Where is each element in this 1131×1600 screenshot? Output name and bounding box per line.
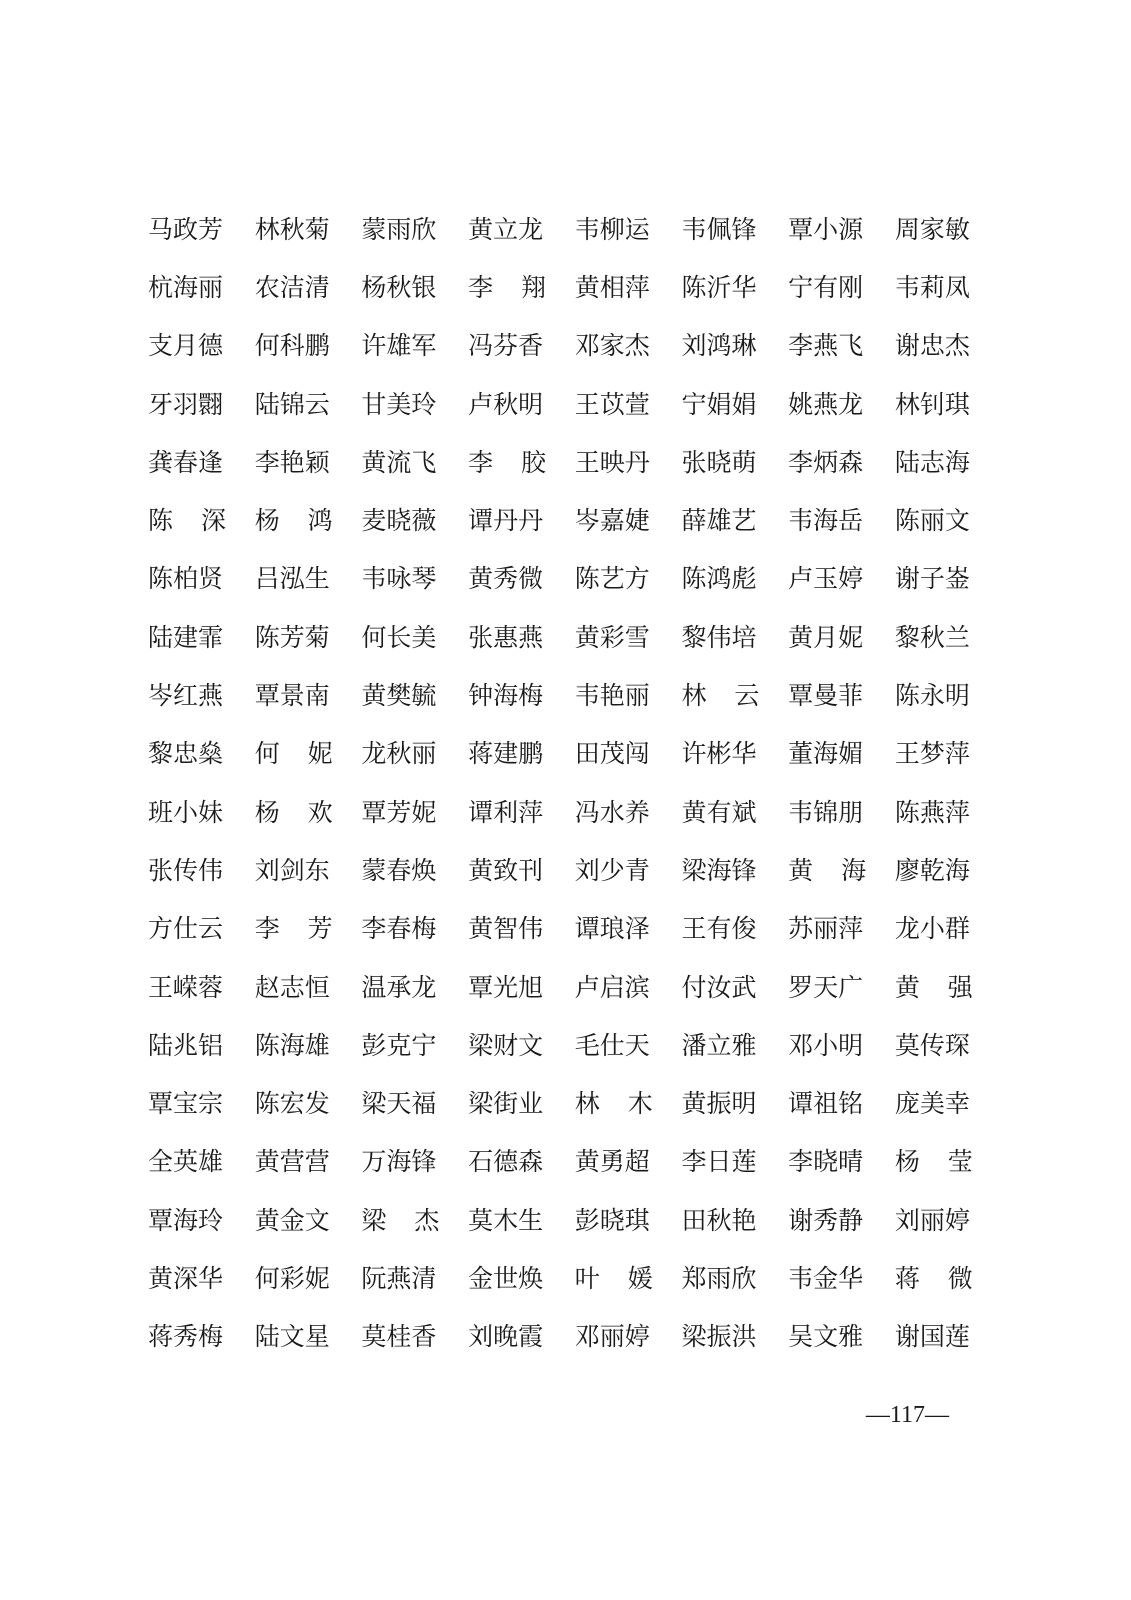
name-row — [148, 258, 984, 316]
name-entry: 蒋建鹏 — [468, 739, 544, 769]
name-entry: 冯水养 — [574, 797, 650, 827]
name-entry: 杨 鸿 — [254, 506, 333, 536]
name-entry: 杨 欢 — [254, 797, 333, 827]
name-entry: 农洁清 — [254, 272, 330, 302]
name-entry: 黄有斌 — [681, 797, 757, 827]
name-entry: 谭琅泽 — [574, 914, 650, 944]
name-entry: 杨秋银 — [361, 272, 437, 302]
name-entry: 梁海锋 — [681, 855, 757, 885]
name-entry: 吴文雅 — [788, 1322, 864, 1352]
name-entry: 覃芳妮 — [361, 797, 437, 827]
name-entry: 蒙雨欣 — [361, 214, 437, 244]
name-entry: 刘鸿琳 — [681, 331, 757, 361]
name-entry: 谢国莲 — [894, 1322, 970, 1352]
name-entry: 覃小源 — [788, 214, 864, 244]
name-entry: 岑嘉婕 — [574, 506, 650, 536]
name-entry: 麦晓薇 — [361, 506, 437, 536]
name-entry: 钟海梅 — [468, 681, 544, 711]
name-entry: 黄月妮 — [788, 622, 864, 652]
name-entry: 黄流飞 — [361, 447, 437, 477]
name-entry: 李 芳 — [254, 914, 333, 944]
name-entry: 潘立雅 — [681, 1030, 757, 1060]
name-entry: 田秋艳 — [681, 1205, 757, 1235]
name-entry: 陈 深 — [148, 506, 226, 536]
name-entry: 牙羽翾 — [148, 389, 224, 419]
name-entry: 陈丽文 — [894, 506, 970, 536]
name-entry: 何彩妮 — [254, 1263, 330, 1293]
name-entry: 付汝武 — [681, 972, 757, 1002]
name-entry: 刘少青 — [574, 855, 650, 885]
name-entry: 罗天广 — [788, 972, 864, 1002]
name-entry: 龙秋丽 — [361, 739, 437, 769]
name-entry: 韦金华 — [788, 1263, 864, 1293]
name-entry: 张晓萌 — [681, 447, 757, 477]
name-entry: 林钊琪 — [894, 389, 970, 419]
name-entry: 庞美幸 — [894, 1089, 970, 1119]
name-entry: 郑雨欣 — [681, 1263, 757, 1293]
page-number: —117— — [865, 1402, 949, 1428]
name-entry: 黄深华 — [148, 1263, 224, 1293]
name-row — [148, 725, 984, 783]
name-entry: 谭祖铭 — [788, 1089, 864, 1119]
name-entry: 卢玉婷 — [788, 564, 864, 594]
name-entry: 杨 莹 — [894, 1147, 973, 1177]
name-entry: 邓小明 — [788, 1030, 864, 1060]
name-entry: 石德森 — [468, 1147, 544, 1177]
name-entry: 莫木生 — [468, 1205, 544, 1235]
name-entry: 邓家杰 — [574, 331, 650, 361]
name-entry: 龙小群 — [894, 914, 970, 944]
name-row — [148, 375, 984, 433]
name-entry: 廖乾海 — [894, 855, 970, 885]
name-entry: 陆兆铝 — [148, 1030, 224, 1060]
name-entry: 卢秋明 — [468, 389, 544, 419]
name-entry: 姚燕龙 — [788, 389, 864, 419]
name-row — [148, 1133, 984, 1191]
name-row — [148, 1308, 984, 1366]
name-entry: 黄金文 — [254, 1205, 330, 1235]
name-entry: 甘美玲 — [361, 389, 437, 419]
name-entry: 张惠燕 — [468, 622, 544, 652]
name-entry: 李 翔 — [468, 272, 547, 302]
name-entry: 黄彩雪 — [574, 622, 650, 652]
name-entry: 冯芬香 — [468, 331, 544, 361]
name-entry: 陆文星 — [254, 1322, 330, 1352]
name-entry: 陈海雄 — [254, 1030, 330, 1060]
name-entry: 黄 强 — [894, 972, 973, 1002]
name-entry: 刘晚霞 — [468, 1322, 544, 1352]
name-entry: 王有俊 — [681, 914, 757, 944]
name-entry: 王苡萱 — [574, 389, 650, 419]
name-entry: 韦海岳 — [788, 506, 864, 536]
name-entry: 吕泓生 — [254, 564, 330, 594]
name-entry: 马政芳 — [148, 214, 224, 244]
name-entry: 万海锋 — [361, 1147, 437, 1177]
name-entry: 覃宝宗 — [148, 1089, 224, 1119]
name-entry: 全英雄 — [148, 1147, 224, 1177]
name-entry: 黄致刊 — [468, 855, 544, 885]
name-entry: 陈燕萍 — [894, 797, 970, 827]
name-entry: 陆建霏 — [148, 622, 224, 652]
name-entry: 彭克宁 — [361, 1030, 437, 1060]
name-entry: 谭丹丹 — [468, 506, 544, 536]
name-entry: 方仕云 — [148, 914, 224, 944]
name-entry: 黎伟培 — [681, 622, 757, 652]
name-entry: 梁街业 — [468, 1089, 544, 1119]
name-entry: 黄 海 — [788, 855, 867, 885]
name-entry: 李燕飞 — [788, 331, 864, 361]
name-entry: 黄立龙 — [468, 214, 544, 244]
name-row — [148, 783, 984, 841]
name-entry: 谢子崟 — [894, 564, 970, 594]
name-entry: 黄勇超 — [574, 1147, 650, 1177]
name-entry: 黄樊毓 — [361, 681, 437, 711]
name-entry: 蒋 微 — [894, 1263, 973, 1293]
name-entry: 周家敏 — [894, 214, 970, 244]
name-entry: 韦咏琴 — [361, 564, 437, 594]
name-entry: 许雄军 — [361, 331, 437, 361]
name-entry: 王梦萍 — [894, 739, 970, 769]
name-entry: 莫桂香 — [361, 1322, 437, 1352]
name-entry: 宁娟娟 — [681, 389, 757, 419]
name-row — [148, 841, 984, 899]
name-entry: 梁振洪 — [681, 1322, 757, 1352]
name-entry: 刘剑东 — [254, 855, 330, 885]
name-entry: 覃海玲 — [148, 1205, 224, 1235]
name-entry: 林秋菊 — [254, 214, 330, 244]
name-entry: 陈艺方 — [574, 564, 650, 594]
name-row — [148, 1074, 984, 1132]
name-row — [148, 200, 984, 258]
name-entry: 李春梅 — [361, 914, 437, 944]
name-entry: 何科鹏 — [254, 331, 330, 361]
name-entry: 阮燕清 — [361, 1263, 437, 1293]
name-row — [148, 1191, 984, 1249]
name-entry: 许彬华 — [681, 739, 757, 769]
name-entry: 李 胶 — [468, 447, 547, 477]
name-entry: 陆锦云 — [254, 389, 330, 419]
name-entry: 金世焕 — [468, 1263, 544, 1293]
name-list — [148, 200, 984, 1366]
name-entry: 覃曼菲 — [788, 681, 864, 711]
name-entry: 黄营营 — [254, 1147, 330, 1177]
name-entry: 韦佩锋 — [681, 214, 757, 244]
name-entry: 李艳颖 — [254, 447, 330, 477]
name-entry: 蒋秀梅 — [148, 1322, 224, 1352]
name-entry: 陈永明 — [894, 681, 970, 711]
name-row — [148, 317, 984, 375]
name-entry: 张传伟 — [148, 855, 224, 885]
name-entry: 李日莲 — [681, 1147, 757, 1177]
name-row — [148, 666, 984, 724]
name-entry: 王映丹 — [574, 447, 650, 477]
name-row — [148, 958, 984, 1016]
name-entry: 薛雄艺 — [681, 506, 757, 536]
name-entry: 梁 杰 — [361, 1205, 440, 1235]
name-entry: 覃景南 — [254, 681, 330, 711]
name-entry: 陈宏发 — [254, 1089, 330, 1119]
name-row — [148, 608, 984, 666]
name-entry: 田茂闯 — [574, 739, 650, 769]
name-entry: 班小妹 — [148, 797, 224, 827]
name-entry: 杭海丽 — [148, 272, 224, 302]
name-entry: 刘丽婷 — [894, 1205, 970, 1235]
name-entry: 温承龙 — [361, 972, 437, 1002]
name-entry: 梁天福 — [361, 1089, 437, 1119]
name-entry: 宁有刚 — [788, 272, 864, 302]
name-row — [148, 491, 984, 549]
name-entry: 黎忠燊 — [148, 739, 224, 769]
name-entry: 龚春逢 — [148, 447, 224, 477]
name-entry: 邓丽婷 — [574, 1322, 650, 1352]
name-entry: 何长美 — [361, 622, 437, 652]
name-entry: 何 妮 — [254, 739, 333, 769]
name-row — [148, 550, 984, 608]
name-entry: 黄智伟 — [468, 914, 544, 944]
name-entry: 韦柳运 — [574, 214, 650, 244]
name-entry: 黄相萍 — [574, 272, 650, 302]
name-entry: 韦莉凤 — [894, 272, 970, 302]
name-entry: 陈鸿彪 — [681, 564, 757, 594]
name-entry: 莫传琛 — [894, 1030, 970, 1060]
name-entry: 赵志恒 — [254, 972, 330, 1002]
name-entry: 卢启滨 — [574, 972, 650, 1002]
name-entry: 王嵘蓉 — [148, 972, 224, 1002]
name-entry: 谢忠杰 — [894, 331, 970, 361]
name-entry: 谭利萍 — [468, 797, 544, 827]
name-entry: 韦艳丽 — [574, 681, 650, 711]
name-row — [148, 900, 984, 958]
name-entry: 黄振明 — [681, 1089, 757, 1119]
name-entry: 黄秀微 — [468, 564, 544, 594]
name-entry: 黎秋兰 — [894, 622, 970, 652]
name-entry: 李炳森 — [788, 447, 864, 477]
name-entry: 韦锦朋 — [788, 797, 864, 827]
name-entry: 李晓晴 — [788, 1147, 864, 1177]
name-entry: 蒙春焕 — [361, 855, 437, 885]
name-entry: 叶 媛 — [574, 1263, 653, 1293]
name-entry: 支月德 — [148, 331, 224, 361]
name-entry: 彭晓琪 — [574, 1205, 650, 1235]
name-row — [148, 1016, 984, 1074]
name-entry: 陈芳菊 — [254, 622, 330, 652]
name-row — [148, 433, 984, 491]
name-entry: 陈沂华 — [681, 272, 757, 302]
name-entry: 梁财文 — [468, 1030, 544, 1060]
name-entry: 董海媚 — [788, 739, 864, 769]
name-entry: 岑红燕 — [148, 681, 224, 711]
name-entry: 林 木 — [574, 1089, 653, 1119]
name-entry: 陈柏贤 — [148, 564, 224, 594]
name-entry: 林 云 — [681, 681, 760, 711]
name-entry: 陆志海 — [894, 447, 970, 477]
name-entry: 覃光旭 — [468, 972, 544, 1002]
name-entry: 苏丽萍 — [788, 914, 864, 944]
name-entry: 谢秀静 — [788, 1205, 864, 1235]
name-entry: 毛仕天 — [574, 1030, 650, 1060]
name-row — [148, 1249, 984, 1307]
